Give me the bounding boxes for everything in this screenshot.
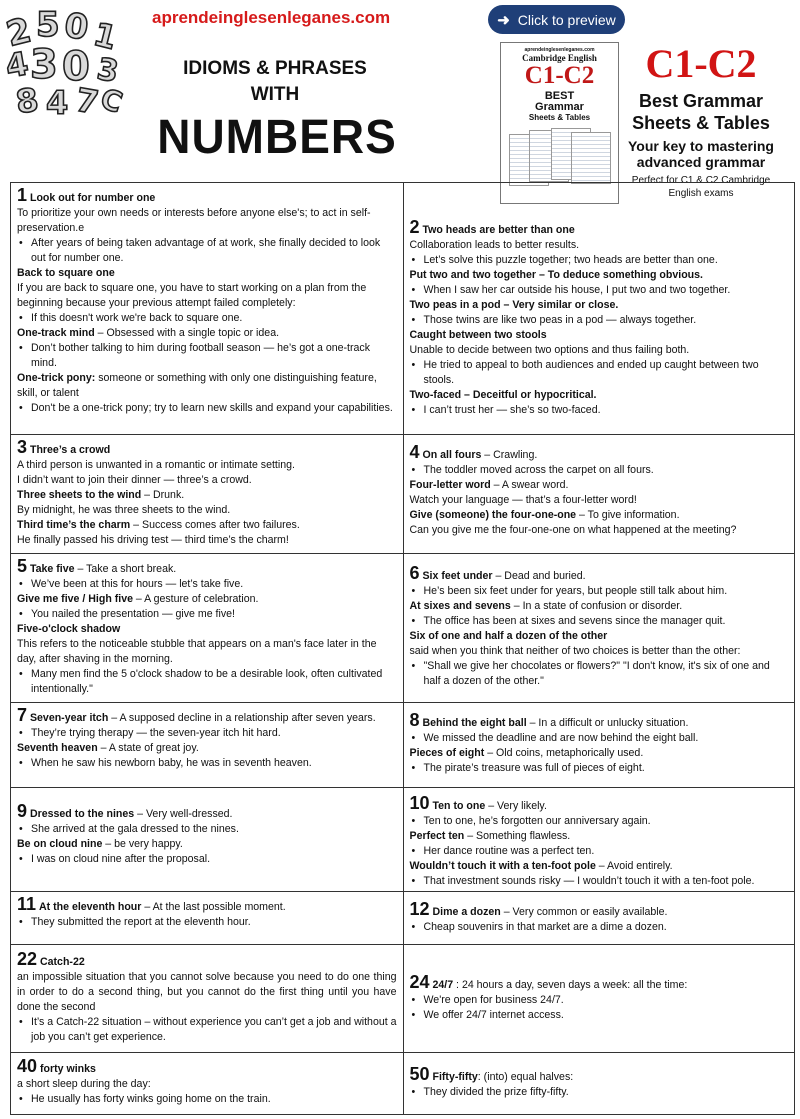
promo-perfect: Perfect for C1 & C2 Cambridge English exams [631, 175, 771, 199]
svg-text:3: 3 [94, 51, 121, 90]
preview-button-label: Click to preview [517, 11, 616, 28]
entry-heading: 24 24/7 : 24 hours a day, seven days a week: all the time: [409, 972, 688, 992]
definition: This refers to the noticeable stubble that appears on a man's face later in the day, after shaving in the morning. [17, 638, 377, 665]
table-row [11, 183, 794, 434]
svg-text:0: 0 [61, 5, 91, 49]
cell-2 [403, 183, 795, 434]
example: • "Shall we give her chocolates or flowers?" "I don't know, it's six of one and half a dozen of the other." [410, 659, 789, 689]
example: • The office has been at sixes and sevens since the manager quit. [410, 614, 789, 629]
definition: To prioritize your own needs or interests before anyone else's; to act in self-preservation.e [17, 207, 371, 234]
entry-heading: 50 Fifty-fifty: (into) equal halves: [409, 1064, 574, 1084]
arrow-right-icon: ➜ [497, 11, 510, 29]
entry-heading: Put two and two together – To deduce something obvious. [409, 269, 703, 281]
example: • They divided the prize fifty-fifty. [410, 1085, 789, 1100]
entry-heading: 40 forty winks [17, 1056, 96, 1076]
cell-10 [403, 788, 795, 891]
entry-line: Perfect ten – Something flawless. [409, 830, 571, 842]
entry-heading: 3 Three’s a crowd [17, 437, 111, 457]
entry-line: At sixes and sevens – In a state of confusion or disorder. [409, 600, 683, 612]
entry-heading: 11 At the eleventh hour – At the last possible moment. [17, 894, 286, 914]
promo-tagline: Your key to mastering advanced grammar [627, 138, 774, 170]
entry-heading: 5 Take five – Take a short break. [17, 556, 177, 576]
book-subtitle: Cambridge English [522, 53, 597, 63]
entry-heading: Six of one and half a dozen of the other [409, 630, 608, 642]
entry-heading: 1 Look out for number one [17, 185, 156, 205]
example: • We offer 24/7 internet access. [410, 1008, 789, 1023]
entry-heading: 8 Behind the eight ball – In a difficult or unlucky situation. [409, 710, 689, 730]
entry-heading: 6 Six feet under – Dead and buried. [409, 563, 586, 583]
cell-1 [11, 183, 403, 434]
entry-heading: 7 Seven-year itch – A supposed decline in a relationship after seven years. [17, 705, 376, 725]
example: • Ten to one, he’s forgotten our anniversary again. [410, 814, 789, 829]
promo-level: C1-C2 [645, 41, 757, 86]
example: • Don’t bother talking to him during football season — he’s got a one-track mind. [17, 341, 397, 371]
entry-heading: Five-o'clock shadow [17, 623, 121, 635]
svg-text:4: 4 [46, 84, 69, 122]
cell-7 [11, 703, 403, 787]
preview-button[interactable] [488, 5, 625, 34]
table-row [11, 787, 794, 891]
example: • When he saw his newborn baby, he was in seventh heaven. [17, 756, 397, 771]
entry-heading: Two peas in a pod – Very similar or close. [409, 299, 619, 311]
example: He finally passed his driving test — third time’s the charm! [17, 534, 289, 546]
svg-text:0: 0 [62, 44, 90, 90]
entry-line: One-track mind – Obsessed with a single topic or idea. [17, 327, 280, 339]
example: • He tried to appeal to both audiences and ended up caught between two stools. [410, 358, 789, 388]
cell-5 [11, 554, 403, 702]
definition: Collaboration leads to better results. [409, 239, 580, 251]
entry-heading: 2 Two heads are better than one [409, 217, 575, 237]
example: Watch your language — that’s a four-letter word! [409, 494, 637, 506]
book-sheets: Sheets & Tables [528, 113, 591, 122]
title-line-3: NUMBERS [157, 108, 397, 164]
entry-line: Give me five / High five – A gesture of celebration. [17, 593, 259, 605]
example: • We missed the deadline and are now behind the eight ball. [410, 731, 789, 746]
table-row [11, 434, 794, 553]
promo-title: Best Grammar Sheets & Tables [632, 91, 770, 133]
entry-heading: Caught between two stools [409, 329, 547, 341]
example: • The pirate’s treasure was full of pieces of eight. [410, 761, 789, 776]
cell-11 [11, 892, 403, 944]
entry-heading: 9 Dressed to the nines – Very well-dressed. [17, 801, 233, 821]
cell-22 [11, 945, 403, 1052]
entry-heading: 4 On all fours – Crawling. [409, 442, 538, 462]
idioms-table [10, 182, 795, 1115]
example: By midnight, he was three sheets to the wind. [17, 504, 231, 516]
definition: a short sleep during the day: [17, 1078, 151, 1090]
example: • Let’s solve this puzzle together; two heads are better than one. [410, 253, 789, 268]
site-url[interactable]: aprendeinglesenleganes.com [152, 8, 391, 27]
entry-line: Be on cloud nine – be very happy. [17, 838, 183, 850]
example: • Cheap souvenirs in that market are a dime a dozen. [410, 920, 789, 935]
table-row [11, 944, 794, 1052]
definition: Unable to decide between two options and thus failing both. [409, 344, 690, 356]
table-row [11, 553, 794, 702]
cell-8 [403, 703, 795, 787]
example: • They submitted the report at the eleventh hour. [17, 915, 397, 930]
definition: an impossible situation that you cannot solve because you need to do one thing in order to do a second thing, but you cannot do the first thing until you have done the second [17, 971, 397, 1013]
example: • After years of being taken advantage of at work, she finally decided to look out for number one. [17, 236, 397, 266]
example: Can you give me the four-one-one on what happened at the meeting? [409, 524, 737, 536]
cell-40 [11, 1053, 403, 1114]
cell-3 [11, 435, 403, 553]
definition: If you are back to square one, you have to start working on a plan from the beginning because your previous attempt failed completely: [17, 282, 367, 309]
entry-heading: 10 Ten to one – Very likely. [409, 793, 547, 813]
example: • You nailed the presentation — give me five! [17, 607, 397, 622]
book-best: BEST [544, 90, 575, 102]
book-cover-image[interactable] [500, 42, 619, 204]
cell-50 [403, 1053, 795, 1114]
entry-line: Three sheets to the wind – Drunk. [17, 489, 185, 501]
example: • It’s a Catch-22 situation – without experience you can’t get a job and without a job you can’t get experience. [17, 1015, 397, 1045]
svg-text:5: 5 [36, 5, 60, 45]
example: • Those twins are like two peas in a pod — always together. [410, 313, 789, 328]
entry-line: Four-letter word – A swear word. [409, 479, 569, 491]
book-page-thumbnails [501, 126, 618, 186]
entry-line: Give (someone) the four-one-one – To give information. [409, 509, 680, 521]
example: • We’ve been at this for hours — let’s take five. [17, 577, 397, 592]
svg-text:4: 4 [2, 44, 32, 86]
book-site: aprendeinglesenleganes.com [524, 47, 595, 53]
example: • That investment sounds risky — I wouldn’t touch it with a ten-foot pole. [410, 874, 789, 889]
svg-text:7: 7 [72, 80, 102, 122]
entry-heading: 22 Catch-22 [17, 949, 85, 969]
example: • We're open for business 24/7. [410, 993, 789, 1008]
example: • They’re trying therapy — the seven-year itch hit hard. [17, 726, 397, 741]
example: • Her dance routine was a perfect ten. [410, 844, 789, 859]
cell-4 [403, 435, 795, 553]
table-row [11, 891, 794, 944]
definition: said when you think that neither of two choices is better than the other: [409, 645, 741, 657]
table-row [11, 1052, 794, 1114]
example: • I can’t trust her — she’s so two-faced. [410, 403, 789, 418]
cell-6 [403, 554, 795, 702]
example: • If this doesn't work we're back to square one. [17, 311, 397, 326]
entry-heading: Two-faced – Deceitful or hypocritical. [409, 389, 597, 401]
example: • When I saw her car outside his house, I put two and two together. [410, 283, 789, 298]
example: • The toddler moved across the carpet on all fours. [410, 463, 789, 478]
example: • Many men find the 5 o'clock shadow to be a desirable look, often cultivated intentionally." [17, 667, 397, 697]
example: • He’s been six feet under for years, but people still talk about him. [410, 584, 789, 599]
entry-line: Pieces of eight – Old coins, metaphorically used. [409, 747, 644, 759]
entry-line: Wouldn’t touch it with a ten-foot pole – Avoid entirely. [409, 860, 673, 872]
definition: A third person is unwanted in a romantic or intimate setting. [17, 459, 295, 471]
title-line-1: IDIOMS & PHRASES [183, 58, 367, 79]
entry-heading: 12 Dime a dozen – Very common or easily available. [409, 899, 668, 919]
cell-24 [403, 945, 795, 1052]
title-line-2: WITH [250, 84, 300, 105]
example: • She arrived at the gala dressed to the nines. [17, 822, 397, 837]
svg-text:3: 3 [30, 42, 58, 88]
example: I didn’t want to join their dinner — three’s a crowd. [17, 474, 252, 486]
svg-text:2: 2 [2, 10, 36, 55]
cell-12 [403, 892, 795, 944]
book-level: C1-C2 [524, 62, 595, 89]
entry-heading: Back to square one [17, 267, 115, 279]
book-grammar: Grammar [535, 101, 584, 113]
example: • I was on cloud nine after the proposal. [17, 852, 397, 867]
svg-text:C: C [96, 81, 127, 120]
table-row [11, 702, 794, 787]
entry-line: One-trick pony: someone or something with only one distinguishing feature, skill, or talent [17, 372, 377, 399]
svg-text:8: 8 [13, 80, 41, 122]
entry-line: Third time’s the charm – Success comes after two failures. [17, 519, 300, 531]
example: • He usually has forty winks going home on the train. [17, 1092, 397, 1107]
svg-text:1: 1 [89, 14, 121, 58]
cell-9 [11, 788, 403, 891]
entry-line: Seventh heaven – A state of great joy. [17, 742, 199, 754]
numbers-collage-image [2, 5, 128, 122]
example: • Don't be a one-trick pony; try to learn new skills and expand your capabilities. [17, 401, 397, 416]
